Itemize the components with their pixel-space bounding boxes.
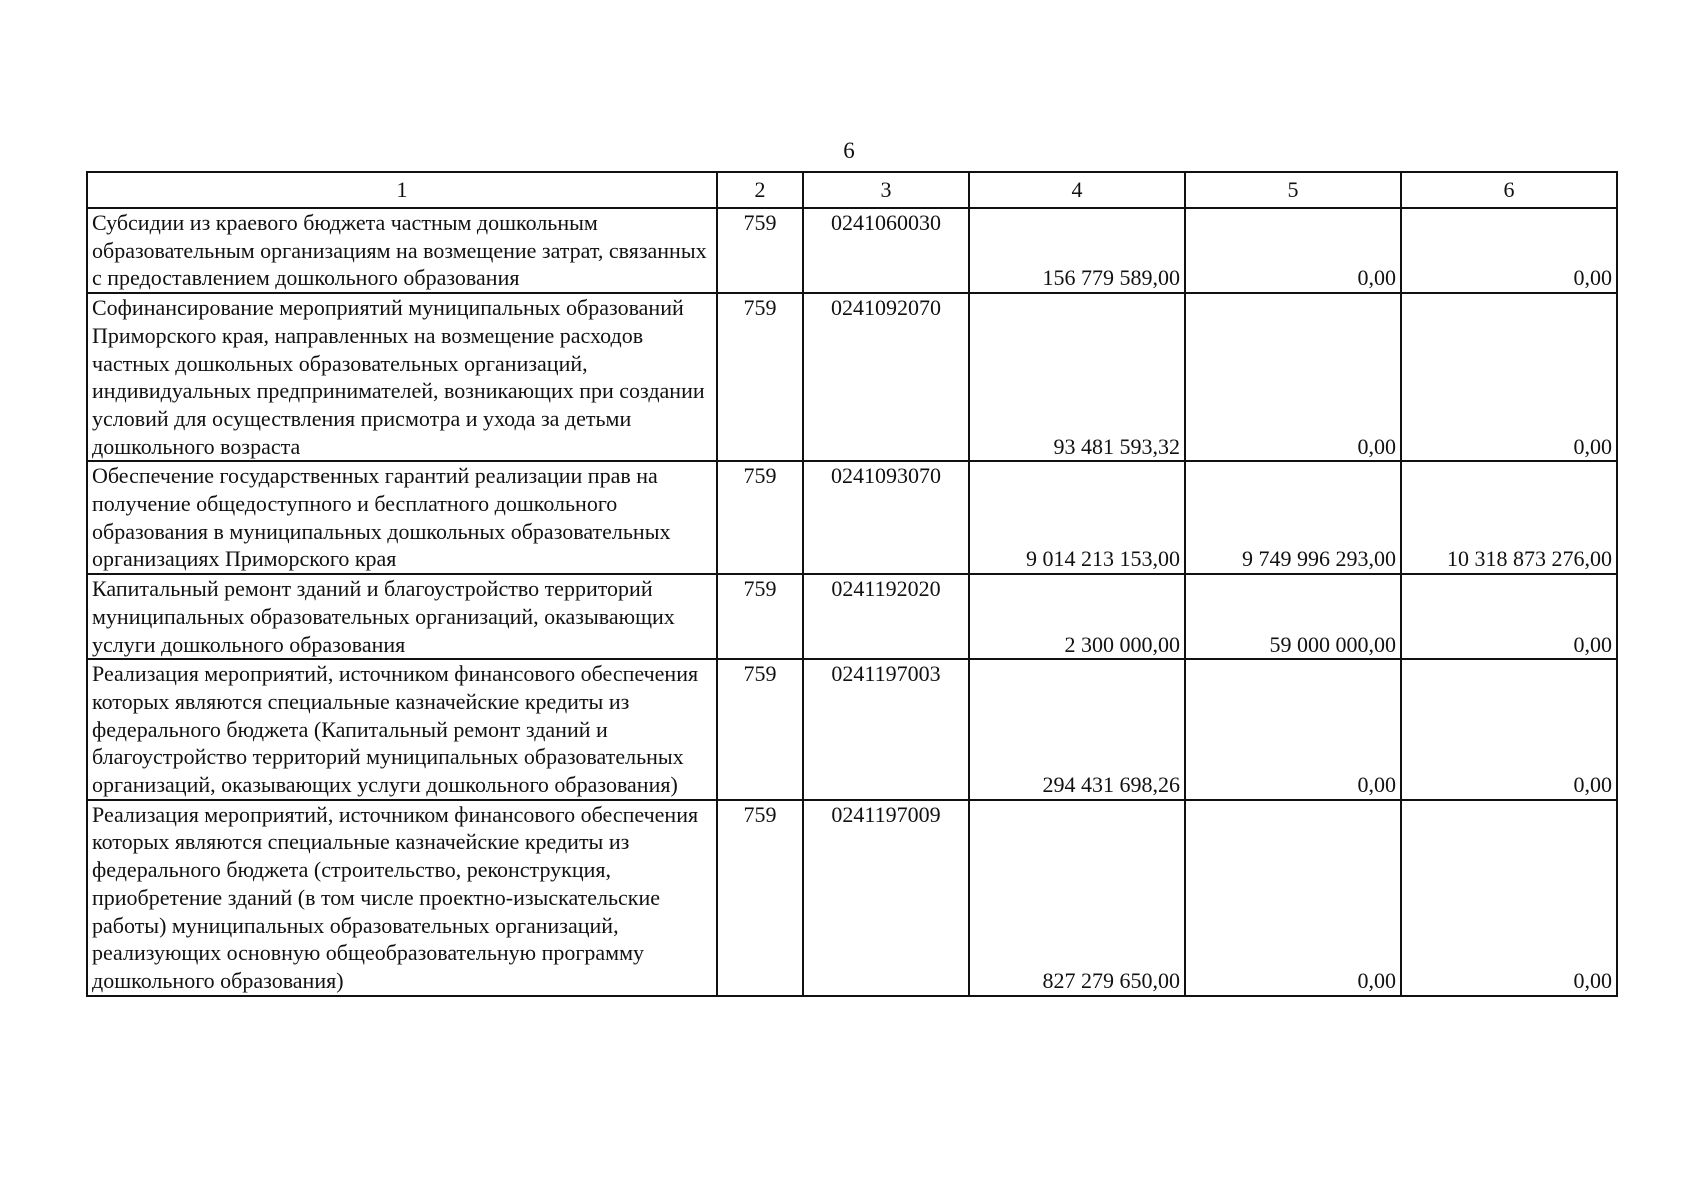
table-row [87, 574, 1617, 659]
row-code: 759 [717, 461, 803, 574]
row-amount-3: 0,00 [1401, 293, 1617, 461]
row-amount-1: 827 279 650,00 [969, 800, 1185, 996]
row-code: 759 [717, 574, 803, 659]
row-amount-3: 0,00 [1401, 574, 1617, 659]
row-amount-3: 10 318 873 276,00 [1401, 461, 1617, 574]
row-amount-3: 0,00 [1401, 659, 1617, 800]
row-description: Субсидии из краевого бюджета частным дошкольным образовательным организациям на возмещение затрат, связанных с предоставлением дошкольного образования [87, 208, 717, 293]
row-amount-2: 0,00 [1185, 208, 1401, 293]
budget-table [86, 171, 1618, 997]
row-target: 0241192020 [803, 574, 969, 659]
row-description: Капитальный ремонт зданий и благоустройство территорий муниципальных образовательных организаций, оказывающих услуги дошкольного образования [87, 574, 717, 659]
column-header-4: 4 [969, 172, 1185, 208]
column-header-5: 5 [1185, 172, 1401, 208]
row-target: 0241092070 [803, 293, 969, 461]
column-header-3: 3 [803, 172, 969, 208]
table-row [87, 659, 1617, 800]
table-row [87, 461, 1617, 574]
row-amount-1: 2 300 000,00 [969, 574, 1185, 659]
row-amount-1: 93 481 593,32 [969, 293, 1185, 461]
row-amount-3: 0,00 [1401, 208, 1617, 293]
table-row [87, 208, 1617, 293]
row-amount-1: 294 431 698,26 [969, 659, 1185, 800]
column-header-6: 6 [1401, 172, 1617, 208]
row-target: 0241060030 [803, 208, 969, 293]
page-number: 6 [843, 138, 855, 163]
row-description: Обеспечение государственных гарантий реализации прав на получение общедоступного и бесплатного дошкольного образования в муниципальных дошкольных образовательных организациях Приморского края [87, 461, 717, 574]
row-amount-2: 0,00 [1185, 659, 1401, 800]
row-amount-2: 59 000 000,00 [1185, 574, 1401, 659]
row-target: 0241093070 [803, 461, 969, 574]
row-amount-3: 0,00 [1401, 800, 1617, 996]
table-row [87, 800, 1617, 996]
table-header-row [87, 172, 1617, 208]
column-header-2: 2 [717, 172, 803, 208]
row-target: 0241197003 [803, 659, 969, 800]
row-amount-1: 156 779 589,00 [969, 208, 1185, 293]
row-description: Реализация мероприятий, источником финансового обеспечения которых являются специальные казначейские кредиты из федерального бюджета (Капитальный ремонт зданий и благоустройство территорий муниципальных образовательных организаций, оказывающих услуги дошкольного образования) [87, 659, 717, 800]
row-amount-1: 9 014 213 153,00 [969, 461, 1185, 574]
column-header-1: 1 [87, 172, 717, 208]
row-code: 759 [717, 208, 803, 293]
row-amount-2: 0,00 [1185, 293, 1401, 461]
row-target: 0241197009 [803, 800, 969, 996]
row-amount-2: 0,00 [1185, 800, 1401, 996]
row-code: 759 [717, 293, 803, 461]
row-amount-2: 9 749 996 293,00 [1185, 461, 1401, 574]
table-row [87, 293, 1617, 461]
row-code: 759 [717, 659, 803, 800]
row-code: 759 [717, 800, 803, 996]
row-description: Реализация мероприятий, источником финансового обеспечения которых являются специальные казначейские кредиты из федерального бюджета (строительство, реконструкция, приобретение зданий (в том числе проектно-изыскательские работы) муниципальных образовательных организаций, реализующих основную общеобразовательную программу дошкольного образования) [87, 800, 717, 996]
row-description: Софинансирование мероприятий муниципальных образований Приморского края, направленных на возмещение расходов частных дошкольных образовательных организаций, индивидуальных предпринимателей, возникающих при создании условий для осуществления присмотра и ухода за детьми дошкольного возраста [87, 293, 717, 461]
